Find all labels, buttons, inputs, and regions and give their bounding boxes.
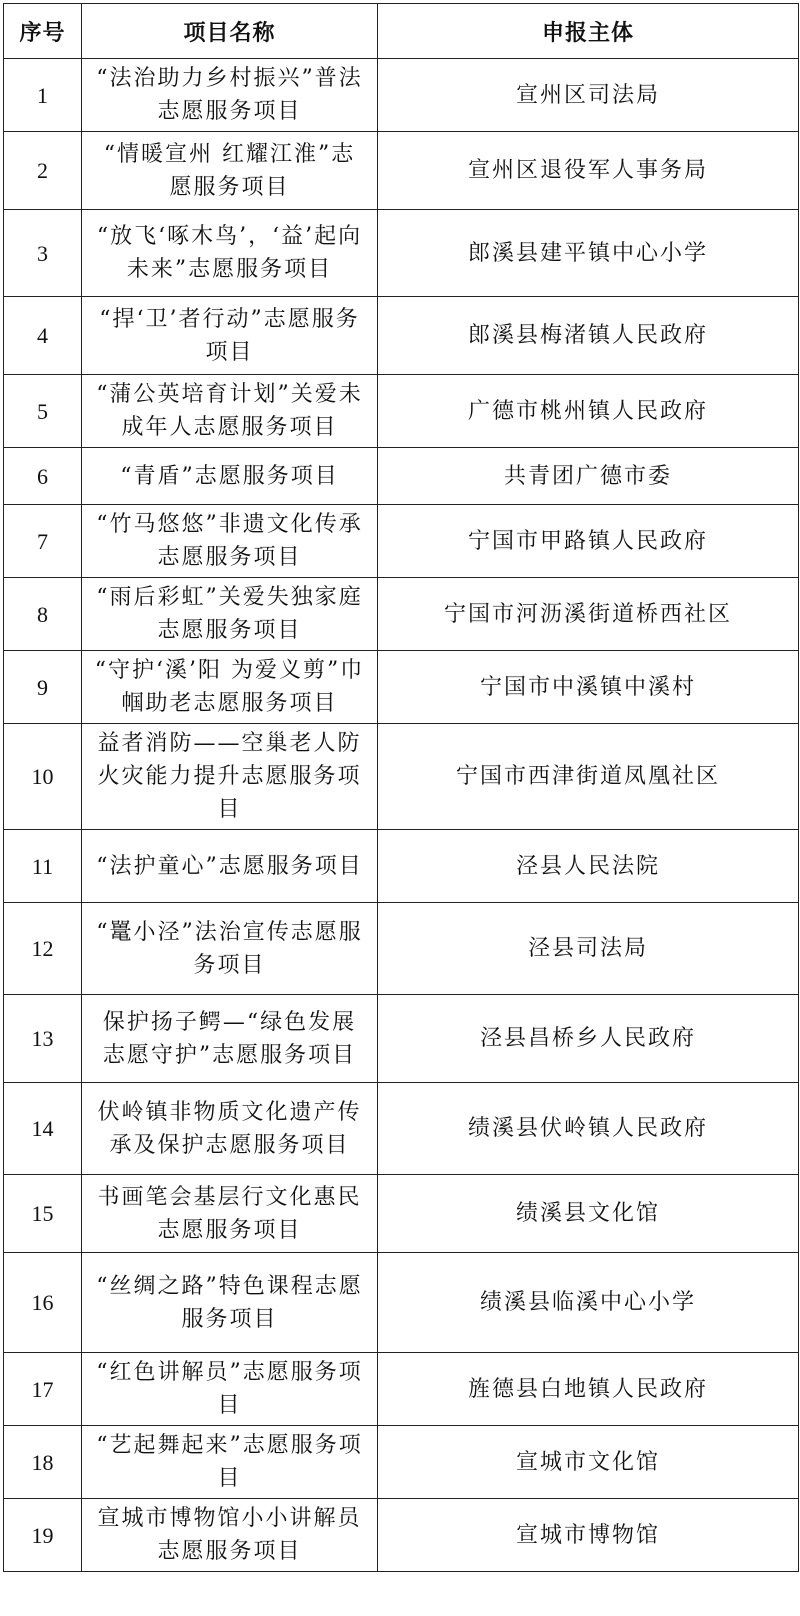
applicant-cell: 宁国市西津街道凤凰社区 [378, 724, 799, 830]
project-name-cell: “守护‘溪’阳 为爱义剪”巾帼助老志愿服务项目 [82, 651, 378, 724]
table-header-row [4, 4, 799, 59]
serial-number-cell: 14 [4, 1083, 82, 1175]
applicant-cell: 宣城市文化馆 [378, 1426, 799, 1499]
table-row [4, 903, 799, 995]
serial-number-cell: 13 [4, 995, 82, 1083]
serial-number-cell: 19 [4, 1499, 82, 1572]
applicant-cell: 郎溪县建平镇中心小学 [378, 210, 799, 297]
serial-number-cell: 4 [4, 297, 82, 375]
project-name-cell: “法护童心”志愿服务项目 [82, 830, 378, 903]
serial-number-cell: 10 [4, 724, 82, 830]
table-row [4, 724, 799, 830]
applicant-cell: 宣州区退役军人事务局 [378, 132, 799, 210]
table-row [4, 1499, 799, 1572]
project-name-cell: “丝绸之路”特色课程志愿服务项目 [82, 1253, 378, 1353]
project-name-cell: “红色讲解员”志愿服务项目 [82, 1353, 378, 1426]
applicant-cell: 旌德县白地镇人民政府 [378, 1353, 799, 1426]
applicant-cell: 共青团广德市委 [378, 448, 799, 505]
serial-number-cell: 7 [4, 505, 82, 578]
applicant-cell: 宣州区司法局 [378, 59, 799, 132]
serial-number-cell: 12 [4, 903, 82, 995]
header-applicant: 申报主体 [378, 4, 799, 59]
project-name-cell: “竹马悠悠”非遗文化传承志愿服务项目 [82, 505, 378, 578]
table-row [4, 1083, 799, 1175]
applicant-cell: 郎溪县梅渚镇人民政府 [378, 297, 799, 375]
project-name-cell: “捍‘卫’者行动”志愿服务项目 [82, 297, 378, 375]
project-name-cell: 宣城市博物馆小小讲解员志愿服务项目 [82, 1499, 378, 1572]
project-name-cell: “鼍小泾”法治宣传志愿服务项目 [82, 903, 378, 995]
serial-number-cell: 8 [4, 578, 82, 651]
project-name-cell: 益者消防——空巢老人防火灾能力提升志愿服务项目 [82, 724, 378, 830]
applicant-cell: 宣城市博物馆 [378, 1499, 799, 1572]
table-row [4, 132, 799, 210]
table-row [4, 297, 799, 375]
project-name-cell: 保护扬子鳄—“绿色发展志愿守护”志愿服务项目 [82, 995, 378, 1083]
project-name-cell: “蒲公英培育计划”关爱未成年人志愿服务项目 [82, 375, 378, 448]
serial-number-cell: 9 [4, 651, 82, 724]
table-row [4, 375, 799, 448]
serial-number-cell: 3 [4, 210, 82, 297]
header-serial-number: 序号 [4, 4, 82, 59]
table-row [4, 651, 799, 724]
table-row [4, 1175, 799, 1253]
serial-number-cell: 5 [4, 375, 82, 448]
applicant-cell: 宁国市中溪镇中溪村 [378, 651, 799, 724]
serial-number-cell: 16 [4, 1253, 82, 1353]
applicant-cell: 绩溪县伏岭镇人民政府 [378, 1083, 799, 1175]
applicant-cell: 宁国市甲路镇人民政府 [378, 505, 799, 578]
serial-number-cell: 17 [4, 1353, 82, 1426]
table-row [4, 995, 799, 1083]
serial-number-cell: 6 [4, 448, 82, 505]
table-row [4, 830, 799, 903]
table-row [4, 1353, 799, 1426]
table-row [4, 210, 799, 297]
table-row [4, 1253, 799, 1353]
serial-number-cell: 2 [4, 132, 82, 210]
table-row [4, 1426, 799, 1499]
serial-number-cell: 15 [4, 1175, 82, 1253]
serial-number-cell: 1 [4, 59, 82, 132]
applicant-cell: 绩溪县文化馆 [378, 1175, 799, 1253]
table-body [4, 59, 799, 1572]
project-name-cell: “放飞‘啄木鸟’，‘益’起向未来”志愿服务项目 [82, 210, 378, 297]
project-name-cell: “法治助力乡村振兴”普法志愿服务项目 [82, 59, 378, 132]
table-row [4, 59, 799, 132]
applicant-cell: 绩溪县临溪中心小学 [378, 1253, 799, 1353]
table-row [4, 578, 799, 651]
project-name-cell: “雨后彩虹”关爱失独家庭志愿服务项目 [82, 578, 378, 651]
applicant-cell: 宁国市河沥溪街道桥西社区 [378, 578, 799, 651]
serial-number-cell: 11 [4, 830, 82, 903]
applicant-cell: 广德市桃州镇人民政府 [378, 375, 799, 448]
project-table [3, 3, 799, 1572]
applicant-cell: 泾县司法局 [378, 903, 799, 995]
table-row [4, 448, 799, 505]
project-name-cell: “青盾”志愿服务项目 [82, 448, 378, 505]
header-project-name: 项目名称 [82, 4, 378, 59]
project-name-cell: “情暖宣州 红耀江淮”志愿服务项目 [82, 132, 378, 210]
serial-number-cell: 18 [4, 1426, 82, 1499]
project-name-cell: 书画笔会基层行文化惠民志愿服务项目 [82, 1175, 378, 1253]
applicant-cell: 泾县昌桥乡人民政府 [378, 995, 799, 1083]
applicant-cell: 泾县人民法院 [378, 830, 799, 903]
table-row [4, 505, 799, 578]
project-name-cell: 伏岭镇非物质文化遗产传承及保护志愿服务项目 [82, 1083, 378, 1175]
project-name-cell: “艺起舞起来”志愿服务项目 [82, 1426, 378, 1499]
